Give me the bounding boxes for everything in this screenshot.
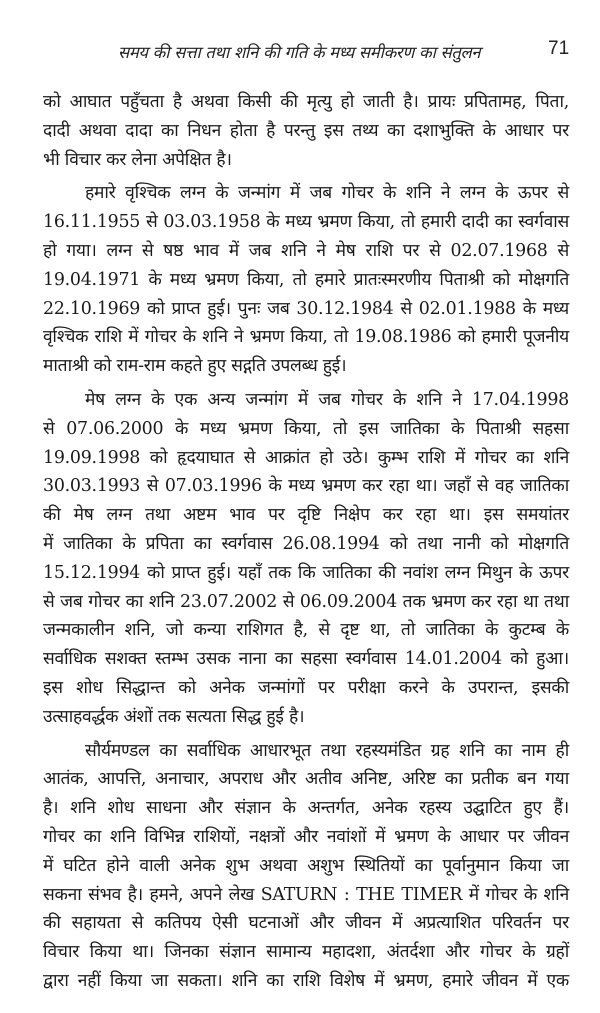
text-line: 15.12.1994 को प्राप्त हुई। यहाँ तक कि जातिका की नवांश लग्न मिथुन के ऊपर	[43, 562, 569, 583]
paragraph-3	[43, 386, 569, 732]
text-line: सर्वाधिक सशक्त स्तम्भ उसक नाना का सहसा स्वर्गवास 14.01.2004 को हुआ।	[43, 649, 569, 670]
text-line: हमारे वृश्चिक लग्न के जन्मांग में जब गोचर के शनि ने लग्न के ऊपर से	[85, 183, 569, 204]
running-header	[0, 36, 600, 66]
text-line: माताश्री को राम-राम कहते हुए सद्गति उपलब्ध हुई।	[43, 356, 347, 377]
text-line: को आघात पहुँचता है अथवा किसी की मृत्यु हो जाती है। प्रायः प्रपितामह, पिता,	[43, 92, 569, 112]
text-line: भी विचार कर लेना अपेक्षित है।	[43, 149, 232, 170]
text-line: आतंक, आपत्ति, अनाचार, अपराध और अतीव अनिष्ट, अरिष्ट का प्रतीक बन गया	[43, 769, 569, 790]
running-title: समय की सत्ता तथा शनि की गति के मध्य समीकरण का संतुलन	[118, 43, 481, 62]
text-line: विचार किया था। जिनका संज्ञान सामान्य महादशा, अंतर्दशा और गोचर के ग्रहों	[43, 942, 569, 963]
text-line: सौर्यमण्डल का सर्वाधिक आधारभूत तथा रहस्यमंडित ग्रह शनि का नाम ही	[85, 740, 569, 761]
text-line: वृश्चिक राशि में गोचर के शनि ने भ्रमण किया, तो 19.08.1986 को हमारी पूजनीय	[43, 327, 569, 348]
body-text	[43, 88, 569, 996]
paragraph-1	[43, 88, 569, 174]
text-line: में घटित होने वाली अनेक शुभ अथवा अशुभ स्थितियों का पूर्वानुमान किया जा	[43, 855, 569, 876]
text-line: की सहायता से कतिपय ऐसी घटनाओं और जीवन में अप्रत्याशित परिवर्तन पर	[43, 913, 569, 934]
paragraph-4	[43, 737, 569, 996]
text-line: में जातिका के प्रपिता का स्वर्गवास 26.08.1994 को तथा नानी को मोक्षगति	[43, 533, 569, 554]
text-line: है। शनि शोध साधना और संज्ञान के अन्तर्गत, अनेक रहस्य उद्घाटित हुए हैं।	[43, 798, 569, 819]
page-number: 71	[548, 38, 570, 59]
text-line: गोचर का शनि विभिन्न राशियों, नक्षत्रों और नवांशों में भ्रमण के आधार पर जीवन	[43, 826, 569, 847]
text-line: से जब गोचर का शनि 23.07.2002 से 06.09.2004 तक भ्रमण कर रहा था तथा	[43, 591, 569, 612]
text-line: दादी अथवा दादा का निधन होता है परन्तु इस तथ्य का दशाभुक्ति के आधार पर	[43, 120, 569, 141]
text-line: हो गया। लग्न से षष्ठ भाव में जब शनि ने मेष राशि पर से 02.07.1968 से	[43, 240, 569, 261]
text-line: की मेष लग्न तथा अष्टम भाव पर दृष्टि निक्षेप कर रहा था। इस समयांतर	[43, 505, 569, 526]
text-line: मेष लग्न के एक अन्य जन्मांग में जब गोचर के शनि ने 17.04.1998	[85, 389, 569, 410]
text-line: 30.03.1993 से 07.03.1996 के मध्य भ्रमण कर रहा था। जहाँ से वह जातिका	[43, 476, 569, 497]
text-line: 19.04.1971 के मध्य भ्रमण किया, तो हमारे प्रातःस्मरणीय पिताश्री को मोक्षगति	[43, 269, 569, 290]
text-line: जन्मकालीन शनि, जो कन्या राशिगत है, से दृष्ट था, तो जातिका के कुटम्ब के	[43, 620, 569, 641]
text-line: 16.11.1955 से 03.03.1958 के मध्य भ्रमण किया, तो हमारी दादी का स्वर्गवास	[43, 212, 569, 233]
paragraph-2	[43, 179, 569, 381]
text-line: से 07.06.2000 के मध्य भ्रमण किया, तो इस जातिका के पिताश्री सहसा	[43, 418, 569, 439]
text-line: 19.09.1998 को हृदयाघात से आक्रांत हो उठे। कुम्भ राशि में गोचर का शनि	[43, 447, 569, 468]
text-line: 22.10.1969 को प्राप्त हुई। पुनः जब 30.12.1984 से 02.01.1988 के मध्य	[43, 298, 569, 319]
text-line: उत्साहवर्द्धक अंशों तक सत्यता सिद्ध हुई है।	[43, 706, 305, 727]
text-line: सकना संभव है। हमने, अपने लेख SATURN : THE TIMER में गोचर के शनि	[43, 884, 569, 905]
text-line: द्वारा नहीं किया जा सकता। शनि का राशि विशेष में भ्रमण, हमारे जीवन में एक	[43, 970, 569, 991]
text-line: इस शोध सिद्धान्त को अनेक जन्मांगों पर परीक्षा करने के उपरान्त, इसकी	[43, 677, 569, 698]
